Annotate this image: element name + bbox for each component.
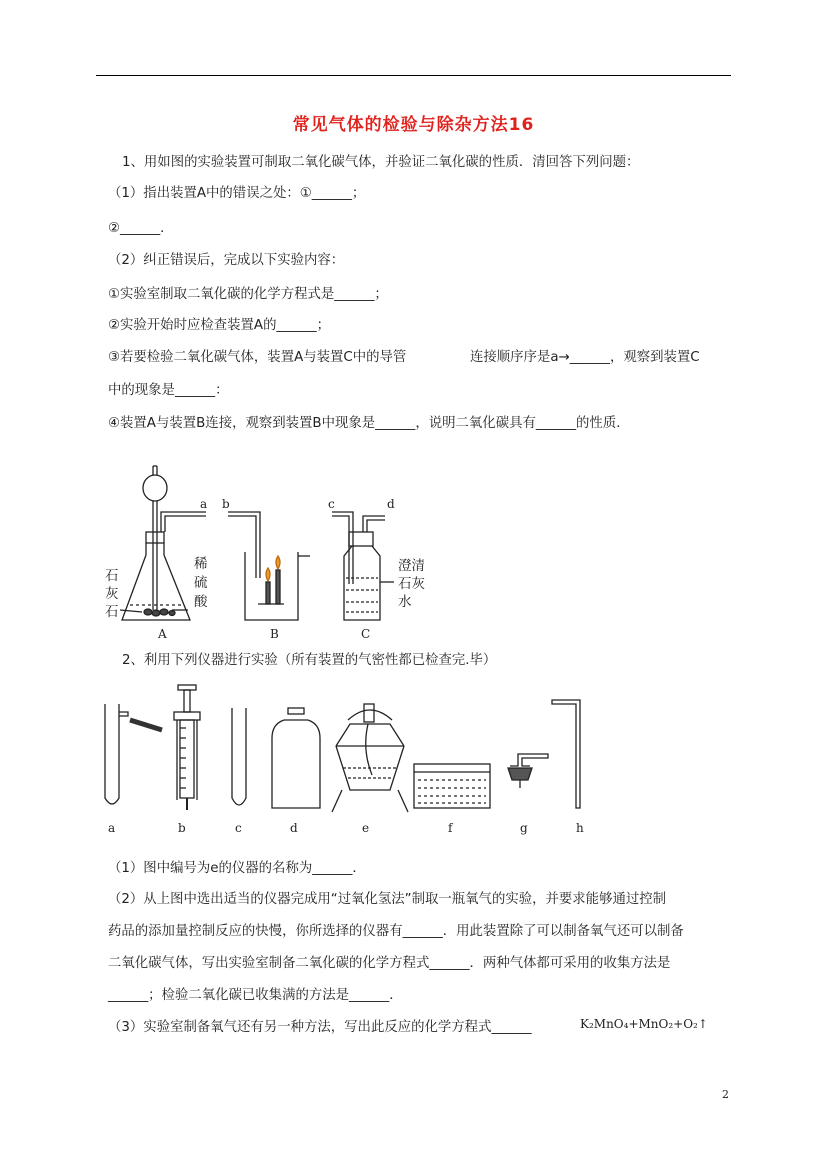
- instrument-a-side-arm-tube: [105, 704, 162, 804]
- q1-part2-3b: 连接顺序序是a→______，观察到装置C: [470, 350, 700, 365]
- instrument-h-bent-tube: [552, 700, 580, 808]
- limestone-label-1: 石: [105, 568, 119, 584]
- acid-label-1: 稀: [194, 556, 208, 572]
- q1-stem: 1、用如图的实验装置可制取二氧化碳气体，并验证二氧化碳的性质．清回答下列问题：: [122, 155, 640, 170]
- instrument-g-stopper-tube: [508, 754, 548, 788]
- port-d-label: d: [387, 497, 395, 511]
- acid-label-3: 酸: [194, 594, 208, 610]
- limestone-label-2: 灰: [105, 586, 119, 602]
- q2-part2a: （2）从上图中选出适当的仪器完成用“过氧化氢法”制取一瓶氧气的实验，并要求能够通过控制: [108, 892, 667, 907]
- instrument-label-d: d: [290, 821, 298, 835]
- q1-part1a: （1）指出装置A中的错误之处：①______；: [108, 186, 366, 201]
- port-b-label: b: [222, 497, 230, 511]
- q2-formula: K₂MnO₄+MnO₂+O₂↑: [580, 1017, 708, 1031]
- figure-apparatus-abc: [100, 460, 430, 645]
- caption-c: C: [361, 627, 371, 641]
- q1-part2: （2）纠正错误后，完成以下实验内容：: [108, 253, 345, 268]
- page-number: 2: [722, 1088, 729, 1101]
- q1-part2-2: ②实验开始时应检查装置A的______；: [108, 318, 331, 333]
- apparatus-c: [332, 512, 394, 620]
- instrument-label-g: g: [520, 821, 528, 835]
- limestone-label-3: 石: [105, 604, 119, 620]
- figure-instruments: [100, 680, 600, 840]
- q1-part1b: ②______．: [108, 221, 174, 236]
- q2-part1: （1）图中编号为e的仪器的名称为______．: [108, 861, 366, 876]
- acid-label-2: 硫: [194, 575, 208, 591]
- q2-part2c: 二氧化碳气体，写出实验室制备二氧化碳的化学方程式______．两种气体都可采用的收集方法是: [108, 956, 671, 971]
- instrument-label-b: b: [178, 821, 186, 835]
- instrument-e-alcohol-lamp: [332, 704, 408, 812]
- q1-part2-3a: ③若要检验二氧化碳气体，装置A与装置C中的导管: [108, 350, 407, 365]
- limewater-label-3: 水: [398, 594, 412, 610]
- apparatus-b: [228, 512, 310, 620]
- caption-b: B: [270, 627, 279, 641]
- instrument-f-water-trough: [414, 764, 490, 808]
- header-rule: [96, 75, 731, 76]
- caption-a: A: [158, 627, 167, 641]
- instrument-label-e: e: [362, 821, 370, 835]
- page-title: 常见气体的检验与除杂方法16: [292, 115, 535, 135]
- port-c-label: c: [328, 497, 335, 511]
- q2-stem: 2、利用下列仪器进行实验（所有装置的气密性都已检查完.毕）: [122, 653, 497, 668]
- limewater-label-1: 澄清: [398, 558, 425, 574]
- q2-part2d: ______；检验二氧化碳已收集满的方法是______．: [108, 988, 403, 1003]
- limewater-label-2: 石灰: [398, 576, 425, 592]
- q2-part3: （3）实验室制备氧气还有另一种方法，写出此反应的化学方程式______: [108, 1020, 532, 1035]
- q1-part2-1: ①实验室制取二氧化碳的化学方程式是______；: [108, 287, 388, 302]
- port-a-label: a: [200, 497, 208, 511]
- instrument-d-gas-jar: [272, 708, 320, 808]
- instrument-label-f: f: [448, 821, 453, 835]
- q1-part2-3c: 中的现象是______：: [108, 383, 229, 398]
- instrument-label-a: a: [108, 821, 116, 835]
- q1-part2-4: ④装置A与装置B连接，观察到装置B中现象是______，说明二氧化碳具有______的性质．: [108, 416, 630, 431]
- instrument-c-test-tube: [232, 708, 246, 805]
- instrument-b-syringe: [174, 685, 200, 810]
- q2-part2b: 药品的添加量控制反应的快慢，你所选择的仪器有______．用此装置除了可以制备氧气还可以制备: [108, 924, 684, 939]
- instrument-label-c: c: [235, 821, 242, 835]
- instrument-label-h: h: [576, 821, 584, 835]
